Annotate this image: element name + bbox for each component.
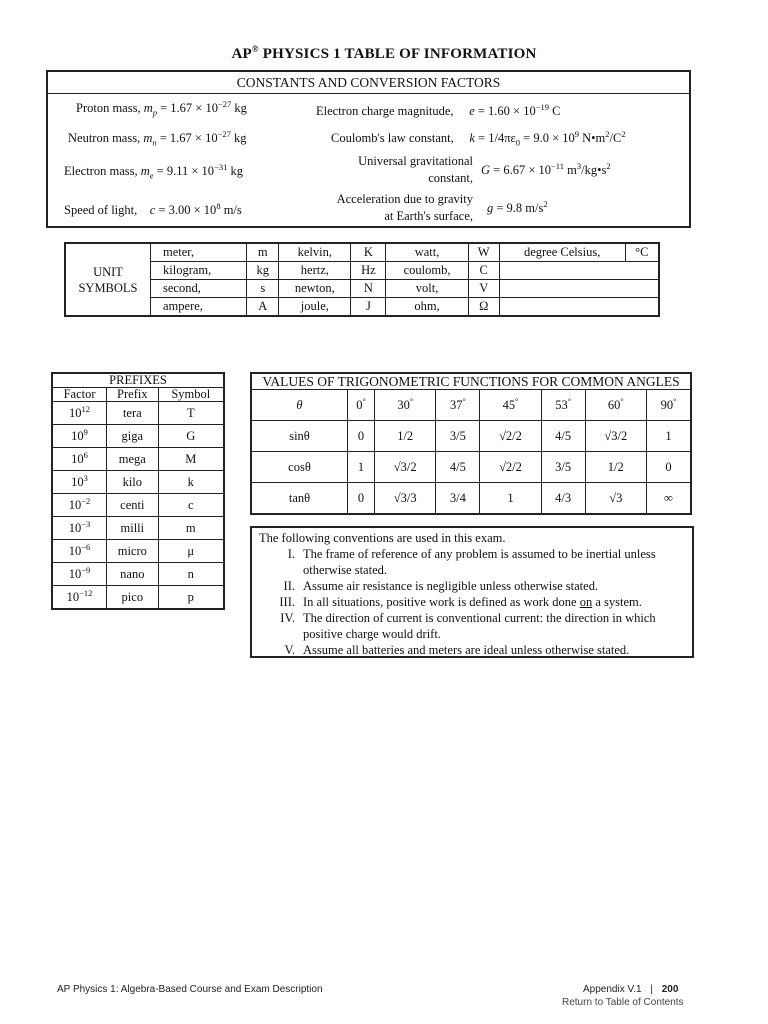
page-number: 200	[661, 984, 679, 995]
prefixes-table	[51, 372, 225, 610]
trig-tan-row: tanθ 0 √3/3 3/4 1 4/3 √3 ∞	[251, 483, 691, 515]
convention-item: III. In all situations, positive work is defined as work done on a system.	[279, 595, 642, 609]
gravity-acceleration-row: Acceleration due to gravity at Earth's surface, g = 9.8 $m/s^2$	[336, 192, 548, 223]
convention-item: I. The frame of reference of any problem is assumed to be inertial unless otherwise stated.	[287, 547, 656, 577]
electron-mass-row: Electron mass, $m_e = 9.11 \times 10^{-31}$ kg	[64, 162, 243, 181]
prefixes-header-row: Factor Prefix Symbol	[52, 388, 224, 402]
constants-header: CONSTANTS AND CONVERSION FACTORS	[48, 72, 689, 94]
unit-row: UNIT SYMBOLS meter, m kelvin, K watt, W degree Celsius, °C	[65, 243, 659, 262]
prefix-row: $10^{-9}$ nano n	[52, 563, 224, 586]
gravitational-constant-row: Universal gravitational constant, $G = 6.67 \times 10^{-11}$ $m^3/kg•s^2$	[358, 154, 611, 185]
prefix-row: $10^{12}$ tera T	[52, 402, 224, 425]
convention-item: V. Assume all batteries and meters are ideal unless otherwise stated.	[284, 643, 630, 657]
speed-of-light-row: Speed of light, $c = 3.00 \times 10^8$ m/s	[64, 201, 242, 218]
trig-angle-row: θ 0° 30° 37° 45° 53° 60° 90°	[251, 390, 691, 421]
prefixes-title: PREFIXES	[52, 373, 224, 388]
prefix-row: $10^6$ mega M	[52, 448, 224, 471]
unit-symbols-label: UNIT SYMBOLS	[65, 243, 151, 316]
prefix-row: $10^{-3}$ milli m	[52, 517, 224, 540]
unit-row: kilogram, kg hertz, Hz coulomb, C	[65, 262, 659, 280]
registered-mark: ®	[251, 44, 259, 54]
neutron-mass-row: Neutron mass, $m_n = 1.67 \times 10^{-27}$ kg	[68, 129, 247, 148]
conventions-box	[250, 526, 694, 658]
electron-charge-row: Electron charge magnitude, $e = 1.60 \times 10^{-19}$ C	[316, 102, 561, 119]
return-to-toc-link[interactable]: Return to Table of Contents	[562, 997, 684, 1008]
unit-symbols-table	[64, 242, 660, 317]
trig-cos-row: cosθ 1 √3/2 4/5 √2/2 3/5 1/2 0	[251, 452, 691, 483]
footer-course-title: AP Physics 1: Algebra-Based Course and Exam Description	[57, 984, 323, 995]
trig-title-row	[251, 373, 691, 390]
prefix-row: $10^9$ giga G	[52, 425, 224, 448]
prefixes-title-row	[52, 373, 224, 388]
prefix-row: $10^{-2}$ centi c	[52, 494, 224, 517]
footer-page-info: Appendix V.1 | 200	[583, 984, 679, 995]
constants-box	[46, 70, 691, 228]
trig-sin-row: sinθ 0 1/2 3/5 √2/2 4/5 √3/2 1	[251, 421, 691, 452]
page-title	[0, 44, 768, 63]
unit-row: second, s newton, N volt, V	[65, 280, 659, 298]
conventions-intro: The following conventions are used in this exam.	[259, 531, 506, 545]
convention-item: II. Assume air resistance is negligible unless otherwise stated.	[283, 579, 599, 593]
trig-values-table	[250, 372, 692, 515]
prefix-row: $10^{-12}$ pico p	[52, 586, 224, 610]
prefix-row: $10^{-6}$ micro μ	[52, 540, 224, 563]
unit-row: ampere, A joule, J ohm, Ω	[65, 298, 659, 317]
prefix-row: $10^3$ kilo k	[52, 471, 224, 494]
coulomb-constant-row: Coulomb's law constant, $k = 1/4\pi\varepsilon_0 = 9.0 \times 10^9$ $N•m^2/C^2$	[331, 129, 626, 148]
proton-mass-row: Proton mass, $m_p = 1.67 \times 10^{-27}$ kg	[76, 99, 247, 118]
convention-item: IV. The direction of current is conventional current: the direction in which positive charge would drift.	[280, 611, 656, 641]
title-text: PHYSICS 1 TABLE OF INFORMATION	[258, 46, 537, 62]
title-prefix: AP	[231, 46, 252, 62]
trig-title: VALUES OF TRIGONOMETRIC FUNCTIONS FOR COMMON ANGLES	[251, 373, 691, 390]
